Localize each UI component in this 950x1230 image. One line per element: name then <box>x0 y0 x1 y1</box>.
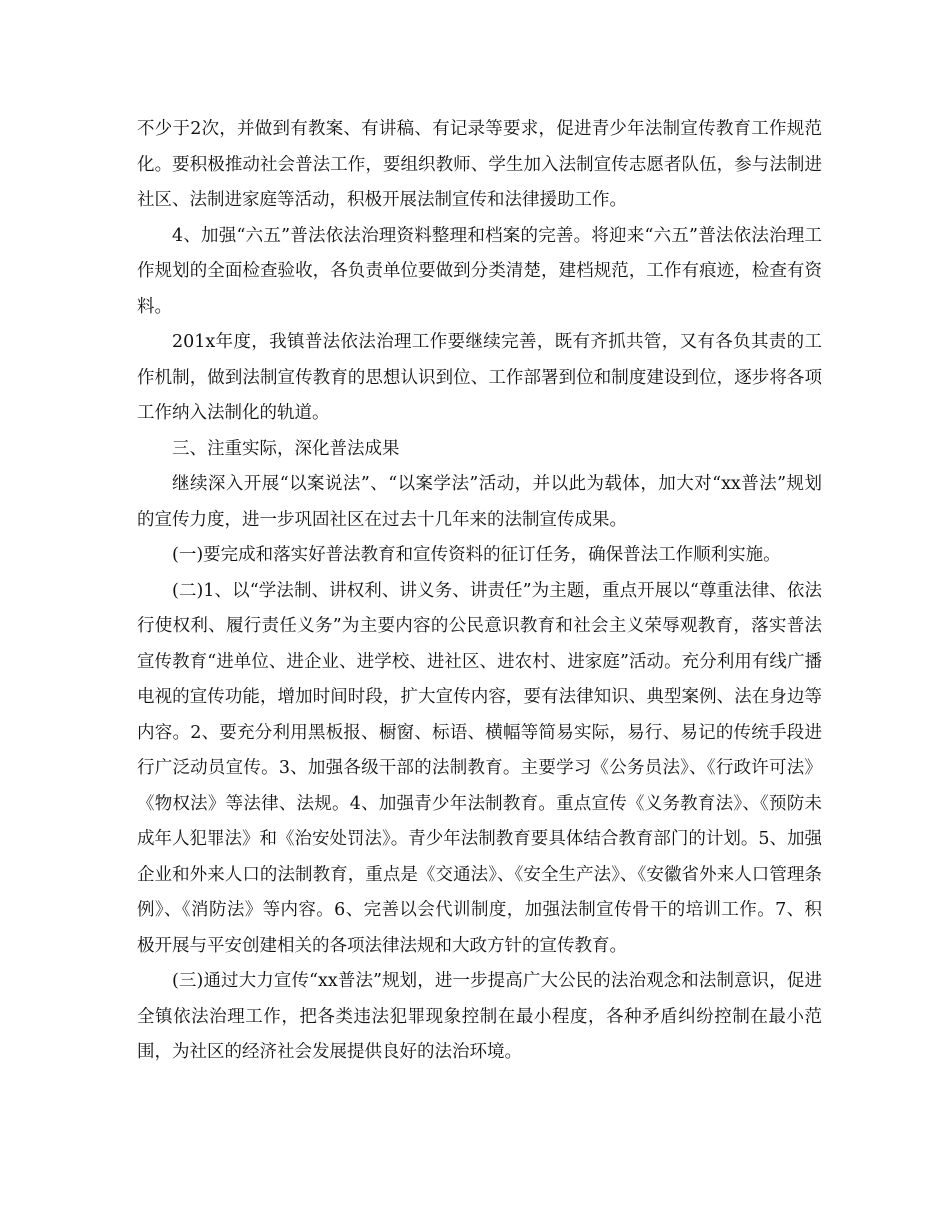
paragraph-5: (一)要完成和落实好普法教育和宣传资料的征订任务，确保普法工作顺利实施。 <box>172 545 781 565</box>
paragraph-3: 201x年度，我镇普法依法治理工作要继续完善，既有齐抓共管，又有各负其责的工作机制，做到法制宣传教育的思想认识到位、工作部署到位和制度建设到位，逐步将各项工作纳入法制化的轨道。 <box>137 332 822 423</box>
section-heading: 三、注重实际，深化普法成果 <box>172 438 400 459</box>
paragraph-1: 不少于2次，并做到有教案、有讲稿、有记录等要求，促进青少年法制宣传教育工作规范化。要积极推动社会普法工作，要组织教师、学生加入法制宣传志愿者队伍，参与法制进社区、法制进家庭等活动，积极开展法制宣传和法律援助工作。 <box>137 119 822 210</box>
document-body <box>137 112 822 1071</box>
paragraph-2: 4、加强“六五”普法依法治理资料整理和档案的完善。将迎来“六五”普法依法治理工作规划的全面检查验收，各负责单位要做到分类清楚，建档规范，工作有痕迹，检查有资料。 <box>137 225 822 317</box>
paragraph-6: (二)1、以“学法制、讲权利、讲义务、讲责任”为主题，重点开展以“尊重法律、依法行使权利、履行责任义务”为主要内容的公民意识教育和社会主义荣辱观教育，落实普法宣传教育“进单位、进企业、进学校、进社区、进农村、进家庭”活动。充分利用有线广播电视的宣传功能，增加时间时段，扩大宣传内容，要有法律知识、典型案例、法在身边等内容。2、要充分利用黑板报、橱窗、标语、横幅等简易实际，易行、易记的传统手段进行广泛动员宣传。3、加强各级干部的法制教育。主要学习《公务员法》、《行政许可法》《物权法》等法律、法规。4、加强青少年法制教育。重点宣传《义务教育法》、《预防未成年人犯罪法》和《治安处罚法》。青少年法制教育要具体结合教育部门的计划。5、加强企业和外来人口的法制教育，重点是《交通法》、《安全生产法》、《安徽省外来人口管理条例》、《消防法》等内容。6、完善以会代训制度，加强法制宣传骨干的培训工作。7、积极开展与平安创建相关的各项法律法规和大政方针的宣传教育。 <box>137 580 822 956</box>
paragraph-7: (三)通过大力宣传“xx普法”规划，进一步提高广大公民的法治观念和法制意识，促进全镇依法治理工作，把各类违法犯罪现象控制在最小程度，各种矛盾纠纷控制在最小范围，为社区的经济社会发展提供良好的法治环境。 <box>137 971 822 1062</box>
paragraph-4: 继续深入开展“以案说法”、“以案学法”活动，并以此为载体，加大对“xx普法”规划的宣传力度，进一步巩固社区在过去十几年来的法制宣传成果。 <box>137 474 822 530</box>
